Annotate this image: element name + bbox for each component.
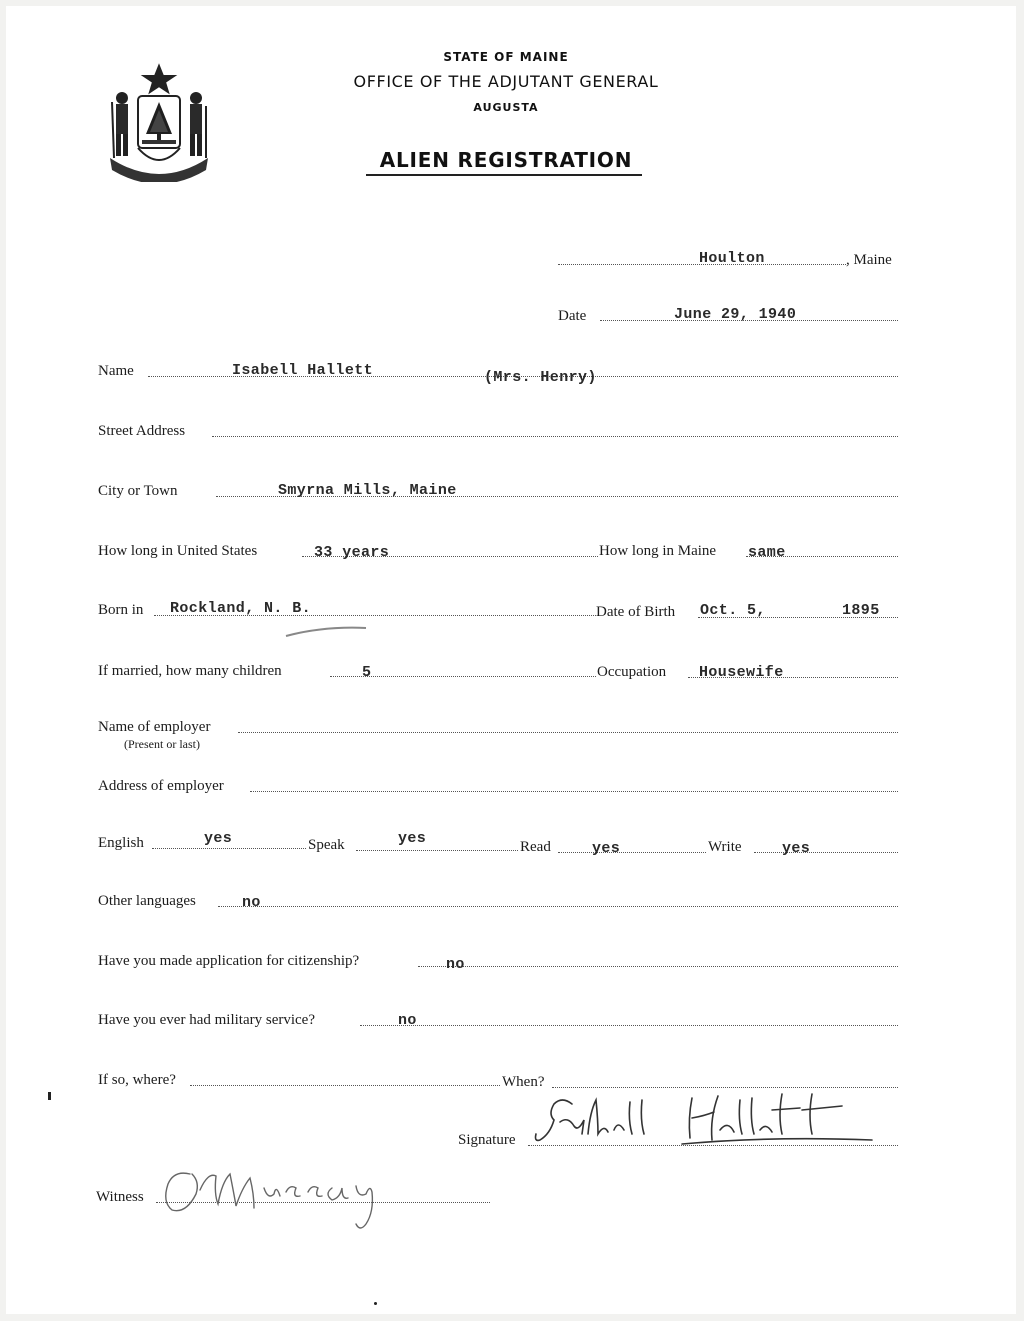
when-line [552,1087,898,1088]
born-value[interactable]: Rockland, N. B. [170,600,312,617]
us-time-value[interactable]: 33 years [314,544,390,561]
date-value[interactable]: June 29, 1940 [674,306,797,323]
citizenship-value[interactable]: no [446,956,465,973]
form-title: ALIEN REGISTRATION [379,148,633,172]
maine-time-value[interactable]: same [748,544,786,561]
speck-mark [374,1302,377,1305]
dob-label: Date of Birth [596,604,676,620]
born-label: Born in [98,602,144,618]
maine-time-label: How long in Maine [599,543,717,559]
employer-sublabel: (Present or last) [124,737,200,751]
other-languages-value[interactable]: no [242,894,261,911]
military-value[interactable]: no [398,1012,417,1029]
write-line [754,852,898,853]
signature-label: Signature [458,1132,516,1148]
city-value[interactable]: Smyrna Mills, Maine [278,482,457,499]
dob-year[interactable]: 1895 [842,602,880,619]
title-underline [366,174,642,176]
write-value[interactable]: yes [782,840,811,857]
employer-line [238,732,898,733]
citizenship-line [418,966,898,967]
date-label: Date [558,308,587,324]
header-state: STATE OF MAINE [443,50,569,64]
header-office: OFFICE OF THE ADJUTANT GENERAL [353,72,659,91]
speak-label: Speak [308,837,345,853]
registration-form-sheet [6,6,1016,1314]
english-line [152,848,306,849]
where-line [190,1085,500,1086]
employer-address-label: Address of employer [98,778,224,794]
place-value[interactable]: Houlton [699,250,765,267]
other-languages-line [218,906,898,907]
read-label: Read [520,839,551,855]
other-languages-label: Other languages [98,893,196,909]
occupation-label: Occupation [597,664,667,680]
name-label: Name [98,363,134,379]
read-value[interactable]: yes [592,840,621,857]
witness-label: Witness [96,1189,144,1205]
speak-line [356,850,518,851]
military-label: Have you ever had military service? [98,1012,315,1028]
employer-address-line [250,791,898,792]
header-city: AUGUSTA [473,101,539,114]
dob-value[interactable]: Oct. 5, [700,602,766,619]
military-line [360,1025,898,1026]
citizenship-label: Have you made application for citizenship? [98,953,360,969]
when-label: When? [502,1074,545,1090]
employer-label: Name of employer [98,719,211,735]
name-extra[interactable]: (Mrs. Henry) [484,369,597,386]
pen-stroke-mark [284,622,374,640]
read-line [558,852,706,853]
witness-handwriting[interactable] [156,1154,416,1236]
english-label: English [98,835,144,851]
street-line [212,436,898,437]
where-label: If so, where? [98,1072,176,1088]
seal-banner-lettering: MAINE [142,164,180,174]
speck-mark [48,1092,51,1100]
name-value[interactable]: Isabell Hallett [232,362,374,379]
children-label: If married, how many children [98,663,282,679]
occupation-value[interactable]: Housewife [699,664,784,681]
write-label: Write [708,839,742,855]
children-value[interactable]: 5 [362,664,372,681]
street-label: Street Address [98,423,186,439]
us-time-label: How long in United States [98,543,258,559]
speak-value[interactable]: yes [398,830,427,847]
english-value[interactable]: yes [204,830,233,847]
signature-handwriting[interactable] [532,1090,892,1154]
place-suffix: , Maine [846,252,892,268]
city-label: City or Town [98,483,178,499]
